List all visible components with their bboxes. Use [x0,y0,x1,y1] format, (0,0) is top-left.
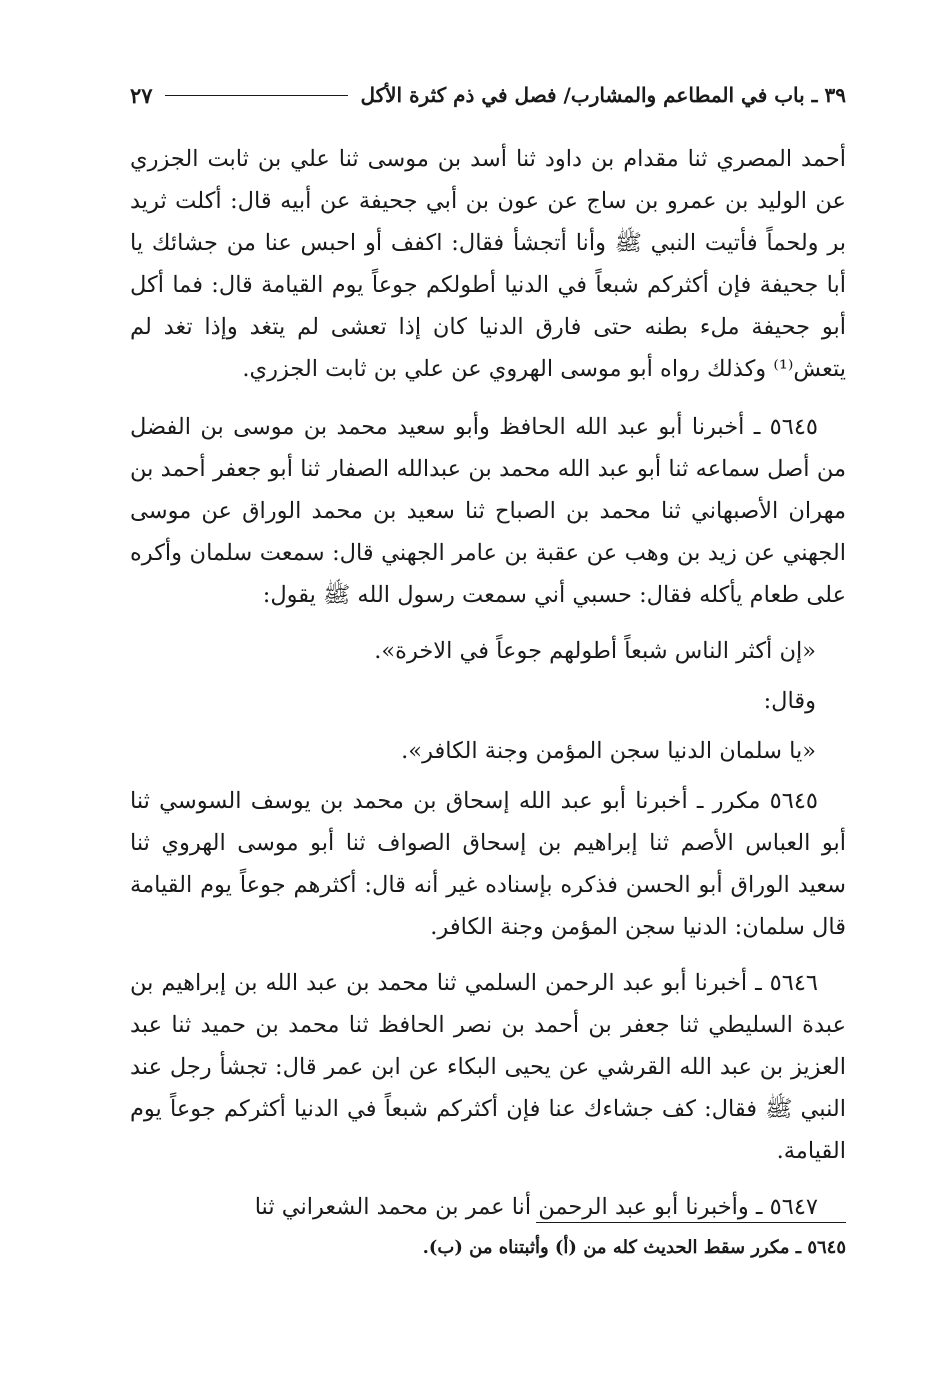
footnote-rule [536,1222,846,1223]
page [130,78,846,1242]
running-header [130,78,846,112]
header-rule [165,95,349,96]
paragraph-continuation: أحمد المصري ثنا مقدام بن داود ثنا أسد بن موسى ثنا علي بن ثابت الجزري عن الوليد بن عمرو بن ساج عن عون بن أبي جحيفة عن أبيه قال: أكلت ثريد بر ولحماً فأتيت النبي ﷺ وأنا أتجشأ فقال: اكفف أو احبس عنا من جشائك يا أبا جحيفة فإن أكثركم شبعاً في الدنيا أطولكم جوعاً يوم القيامة قال: فما أكل أبو جحيفة ملء بطنه حتى فارق الدنيا كان إذا تعشى لم يتغد وإذا تغد لم يتعش⁽¹⁾ وكذلك رواه أبو موسى الهروي عن علي بن ثابت الجزري. [130,146,846,382]
footnote: ٥٦٤٥ ـ مكرر سقط الحديث كله من (أ) وأثبتناه من (ب). [422,1237,846,1258]
body-text [130,138,846,1228]
quote-salman: «يا سلمان الدنيا سجن المؤمن وجنة الكافر». [401,738,816,764]
quote-hadith: «إن أكثر الناس شبعاً أطولهم جوعاً في الاخرة». [374,638,816,664]
chapter-title: ٣٩ ـ باب في المطاعم والمشارب/ فصل في ذم كثرة الأكل [360,83,846,107]
page-number: ٢٧ [130,82,153,108]
hadith-5646: ٥٦٤٦ ـ أخبرنا أبو عبد الرحمن السلمي ثنا محمد بن عبد الله بن إبراهيم بن عبدة السليطي ثنا جعفر بن أحمد بن نصر الحافظ ثنا محمد بن حميد ثنا عبد العزيز بن عبد الله القرشي عن يحيى البكاء عن ابن عمر قال: تجشأ رجل عند النبي ﷺ فقال: كف جشاءك عنا فإن أكثركم شبعاً في الدنيا أكثركم جوعاً يوم القيامة. [130,970,846,1164]
hadith-5645-repeat: ٥٦٤٥ مكرر ـ أخبرنا أبو عبد الله إسحاق بن محمد بن يوسف السوسي ثنا أبو العباس الأصم ثنا إبراهيم بن إسحاق الصواف ثنا أبو موسى الهروي ثنا سعيد الوراق أبو الحسن فذكره بإسناده غير أنه قال: أكثرهم جوعاً يوم القيامة قال سلمان: الدنيا سجن المؤمن وجنة الكافر. [130,788,846,940]
quote-intro: وقال: [763,688,816,714]
hadith-5645: ٥٦٤٥ ـ أخبرنا أبو عبد الله الحافظ وأبو سعيد محمد بن موسى بن الفضل من أصل سماعه ثنا أبو عبد الله محمد بن عبدالله الصفار ثنا أبو جعفر أحمد بن مهران الأصبهاني ثنا محمد بن الصباح ثنا سعيد بن محمد الوراق عن موسى الجهني عن زيد بن وهب عن عقبة بن عامر الجهني قال: سمعت سلمان وأكره على طعام يأكله فقال: حسبي أني سمعت رسول الله ﷺ يقول: [130,414,846,608]
hadith-5647: ٥٦٤٧ ـ وأخبرنا أبو عبد الرحمن أنا عمر بن محمد الشعراني ثنا [254,1194,818,1220]
